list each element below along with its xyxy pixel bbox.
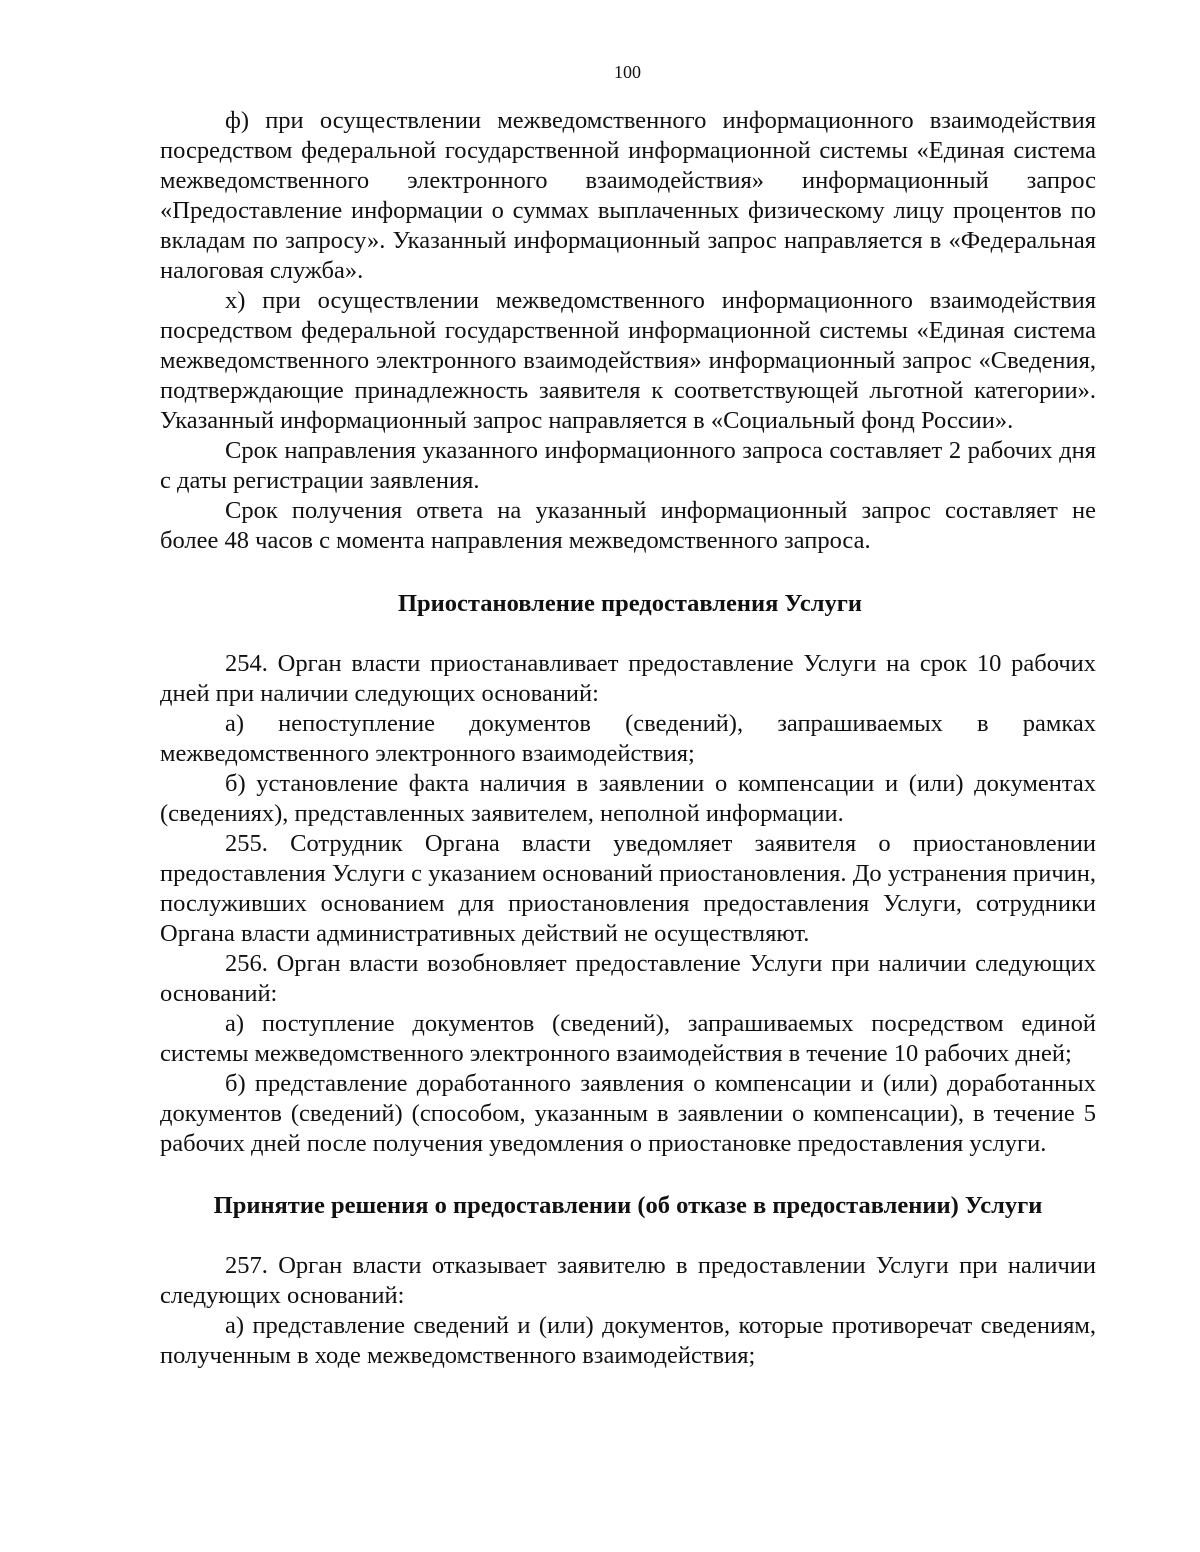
paragraph-257: 257. Орган власти отказывает заявителю в предоставлении Услуги при наличии следующих оснований: [160, 1252, 1096, 1309]
paragraph-request-deadline: Срок направления указанного информационного запроса составляет 2 рабочих дня с даты регистрации заявления. [160, 437, 1096, 494]
paragraph-254-b: б) установление факта наличия в заявлении о компенсации и (или) документах (сведениях), представленных заявителем, неполной информации. [160, 770, 1096, 827]
paragraph-254-a: а) непоступление документов (сведений), запрашиваемых в рамках межведомственного электронного взаимодействия; [160, 710, 1096, 767]
page-number: 100 [614, 62, 641, 82]
paragraph-254: 254. Орган власти приостанавливает предоставление Услуги на срок 10 рабочих дней при наличии следующих оснований: [160, 650, 1096, 707]
paragraph-f: ф) при осуществлении межведомственного информационного взаимодействия посредством федеральной государственной информационной системы «Единая система межведомственного электронного взаимодействия» информационный запрос «Предоставление информации о суммах выплаченных физическому лицу процентов по вкладам по запросу». Указанный информационный запрос направляется в «Федеральная налоговая служба». [160, 107, 1096, 284]
paragraph-256: 256. Орган власти возобновляет предоставление Услуги при наличии следующих оснований: [160, 950, 1096, 1007]
paragraph-256-b: б) представление доработанного заявления о компенсации и (или) доработанных документов (сведений) (способом, указанным в заявлении о компенсации), в течение 5 рабочих дней после получения уведомления о приостановке предоставления услуги. [160, 1070, 1096, 1157]
paragraph-257-a: а) представление сведений и (или) документов, которые противоречат сведениям, полученным в ходе межведомственного взаимодействия; [160, 1312, 1096, 1369]
paragraph-256-a: а) поступление документов (сведений), запрашиваемых посредством единой системы межведомственного электронного взаимодействия в течение 10 рабочих дней; [160, 1010, 1096, 1067]
heading-suspension: Приостановление предоставления Услуги [397, 590, 862, 617]
heading-decision: Принятие решения о предоставлении (об отказе в предоставлении) Услуги [213, 1192, 1043, 1219]
paragraph-kh: х) при осуществлении межведомственного информационного взаимодействия посредством федеральной государственной информационной системы «Единая система межведомственного электронного взаимодействия» информационный запрос «Сведения, подтверждающие принадлежность заявителя к соответствующей льготной категории». Указанный информационный запрос направляется в «Социальный фонд России». [160, 287, 1096, 434]
paragraph-255: 255. Сотрудник Органа власти уведомляет заявителя о приостановлении предоставления Услуги с указанием оснований приостановления. До устранения причин, послуживших основанием для приостановления предоставления Услуги, сотрудники Органа власти административных действий не осуществляют. [160, 830, 1096, 947]
document-body [160, 106, 1096, 1371]
paragraph-response-deadline: Срок получения ответа на указанный информационный запрос составляет не более 48 часов с момента направления межведомственного запроса. [160, 497, 1096, 554]
